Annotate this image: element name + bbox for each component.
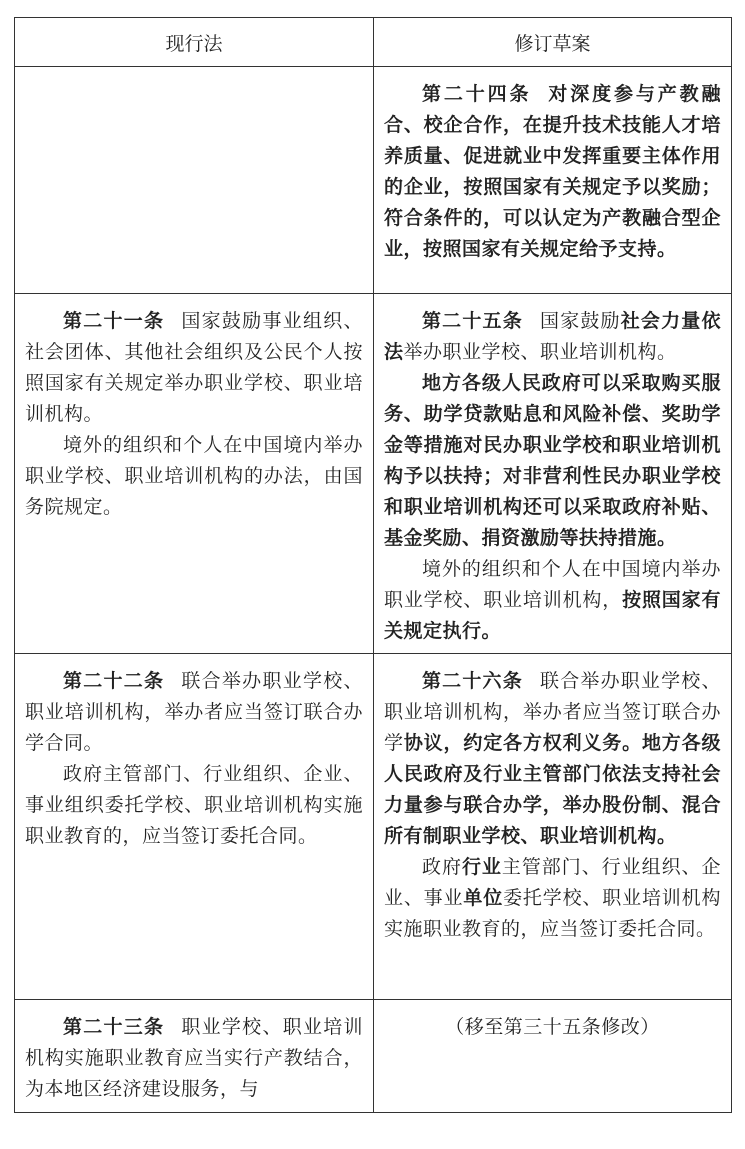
paragraph — [25, 759, 363, 852]
cell-current — [15, 294, 374, 654]
paragraph — [25, 430, 363, 523]
paragraph — [384, 306, 721, 368]
paragraph — [25, 1012, 363, 1105]
paragraph — [25, 666, 363, 759]
cell-current — [15, 654, 374, 1000]
article-number: 第二十三条 — [63, 1016, 165, 1038]
cell-revised — [374, 67, 732, 294]
clause-text: 主管部门、行业组织、企业、事业 — [384, 856, 721, 909]
table-row — [15, 294, 732, 654]
revised-text: 社会力量依法 — [384, 310, 721, 363]
paragraph — [384, 852, 721, 945]
paragraph — [384, 554, 721, 647]
cell-revised — [374, 654, 732, 1000]
table-row — [15, 1000, 732, 1113]
paragraph — [384, 79, 721, 265]
header-revised-draft: 修订草案 — [374, 18, 732, 67]
comparison-table — [14, 17, 732, 1113]
article-number: 第二十一条 — [63, 310, 165, 332]
paragraph — [384, 666, 721, 852]
clause-text: 职业学校、职业培训机构实施职业教育应当实行产教结合，为本地区经济建设服务，与 — [25, 1016, 363, 1100]
clause-text: 政府 — [422, 856, 462, 878]
revised-text: 协议，约定各方权利义务。地方各级人民政府及行业主管部门依法支持社会力量参与联合办学，举办股份制、混合所有制职业学校、职业培训机构。 — [384, 732, 721, 847]
revised-text: 按照国家有关规定执行。 — [384, 589, 721, 642]
cell-revised — [374, 1000, 732, 1113]
table-header-row — [15, 18, 732, 67]
clause-text: 国家鼓励 — [540, 310, 621, 332]
clause-text: 境外的组织和个人在中国境内举办职业学校、职业培训机构， — [384, 558, 721, 611]
clause-text: 联合举办职业学校、职业培训机构，举办者应当签订联合办学合同。 — [25, 670, 363, 754]
clause-text: 联合举办职业学校、职业培训机构，举办者应当签订联合办学 — [384, 670, 721, 754]
table-row — [15, 67, 732, 294]
table-row — [15, 654, 732, 1000]
article-number: 第二十五条 — [422, 310, 523, 332]
article-number: 第二十二条 — [63, 670, 165, 692]
cell-current — [15, 1000, 374, 1113]
revised-text: 单位 — [463, 887, 504, 909]
article-number: 第二十六条 — [422, 670, 523, 692]
paragraph — [384, 368, 721, 554]
cell-current — [15, 67, 374, 294]
clause-text: 政府主管部门、行业组织、企业、事业组织委托学校、职业培训机构实施职业教育的，应当签订委托合同。 — [25, 763, 363, 847]
clause-text: 委托学校、职业培训机构实施职业教育的，应当签订委托合同。 — [384, 887, 721, 940]
article-number: 第二十四条 — [422, 83, 532, 105]
paragraph — [25, 306, 363, 430]
cell-revised — [374, 294, 732, 654]
clause-text: 境外的组织和个人在中国境内举办职业学校、职业培训机构的办法，由国务院规定。 — [25, 434, 363, 518]
moved-note: （移至第三十五条修改） — [445, 1016, 660, 1038]
revised-text: 地方各级人民政府可以采取购买服务、助学贷款贴息和风险补偿、奖助学金等措施对民办职业学校和职业培训机构予以扶持；对非营利性民办职业学校和职业培训机构还可以采取政府补贴、基金奖励、捐资激励等扶持措施。 — [384, 372, 721, 549]
clause-text: 国家鼓励事业组织、社会团体、其他社会组织及公民个人按照国家有关规定举办职业学校、职业培训机构。 — [25, 310, 363, 425]
clause-text: 举办职业学校、职业培训机构。 — [403, 341, 677, 363]
revised-text: 对深度参与产教融合、校企合作，在提升技术技能人才培养质量、促进就业中发挥重要主体作用的企业，按照国家有关规定予以奖励；符合条件的，可以认定为产教融合型企业，按照国家有关规定给予支持。 — [384, 83, 721, 260]
header-current-law: 现行法 — [15, 18, 374, 67]
revised-text: 行业 — [461, 856, 502, 878]
